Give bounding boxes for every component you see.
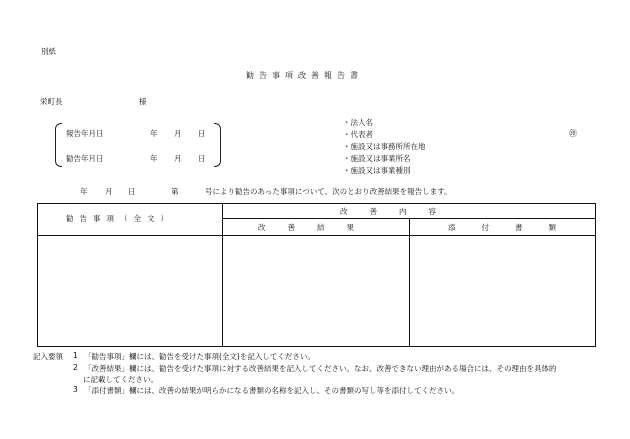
intro-year: 年: [80, 187, 88, 196]
table-col1-divider: [222, 203, 223, 347]
note-3-number: 3: [73, 385, 78, 394]
notes-label: 記入要領: [33, 352, 63, 361]
report-month-label: 月: [174, 129, 182, 138]
table-col2-divider: [409, 218, 410, 347]
note-1-number: 1: [73, 351, 78, 360]
col-improvement-group-header: 改善内容: [340, 207, 458, 216]
note-2-number: 2: [73, 363, 78, 372]
note-2-text: 「改善結果」欄には、勧告を受けた事項に対する改善結果を記入してください。なお、改善できない理由がある場合には、その理由を具体的: [84, 364, 557, 373]
intro-day: 日: [128, 187, 136, 196]
col-attachment-header: 添付書類: [448, 223, 582, 232]
note-1-text: 「勧告事項」欄には、勧告を受けた事項(全文)を記入してください。: [84, 352, 315, 361]
note-3-text: 「添付書類」欄には、改善の結果が明らかになる書類の名称を記入し、その書類の写し等を添付してください。: [84, 386, 459, 395]
intro-text: 号により勧告のあった事項について、次のとおり改善結果を報告します。: [205, 187, 452, 196]
facility-name-label: ・施設又は事業所名: [343, 154, 411, 163]
honorific: 様: [139, 97, 147, 106]
intro-month: 月: [105, 187, 113, 196]
corp-name-label: ・法人名: [343, 118, 373, 127]
page-title: 勧告事項改善報告書: [246, 71, 363, 80]
facility-type-label: ・施設又は事業種別: [343, 166, 411, 175]
note-2-continuation: に記載してください。: [83, 375, 158, 384]
col-recommendation-header: 勧告事項（全文）: [66, 214, 174, 223]
table-header-divider: [37, 235, 596, 236]
report-year-label: 年: [150, 129, 158, 138]
left-bracket: [55, 123, 62, 167]
seal-icon: ㊞: [569, 129, 577, 138]
recommendation-day-label: 日: [198, 154, 206, 163]
report-date-label: 報告年月日: [66, 129, 104, 138]
addressee: 栄町長: [40, 97, 63, 106]
facility-address-label: ・施設又は事務所所在地: [343, 142, 426, 151]
col-result-header: 改善結果: [258, 223, 376, 232]
attachment-label: 別紙: [41, 47, 56, 56]
recommendation-date-label: 勧告年月日: [66, 154, 104, 163]
report-day-label: 日: [198, 129, 206, 138]
right-bracket: [214, 123, 221, 167]
intro-number: 第: [171, 187, 179, 196]
representative-label: ・代表者: [343, 130, 373, 139]
recommendation-month-label: 月: [174, 154, 182, 163]
recommendation-year-label: 年: [150, 154, 158, 163]
